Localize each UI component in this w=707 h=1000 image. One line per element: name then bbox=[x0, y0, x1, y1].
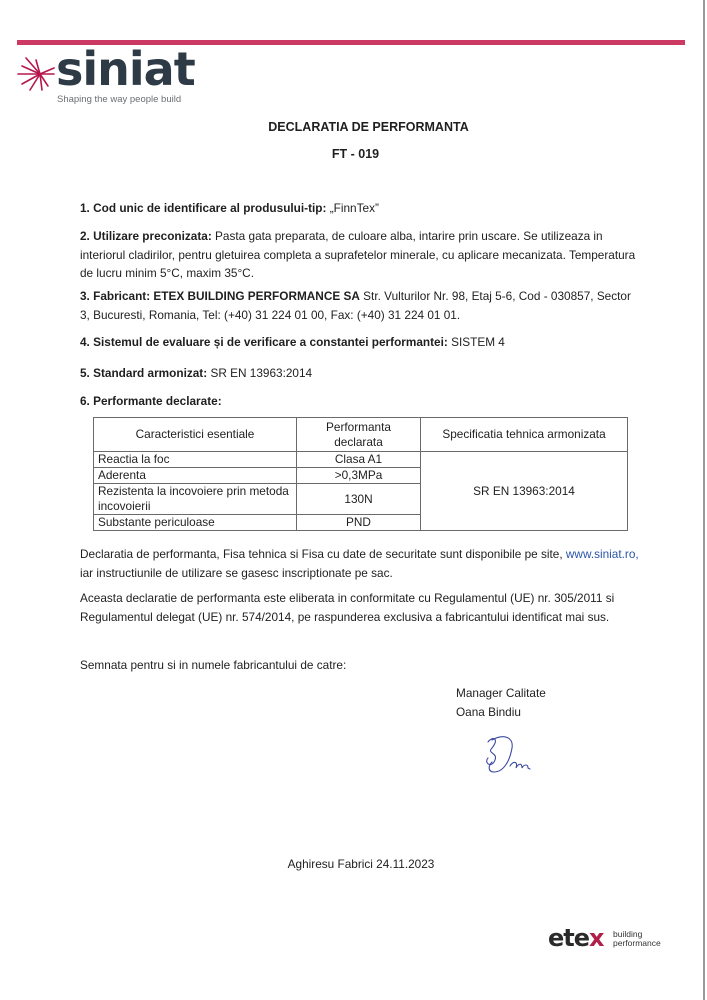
etex-wordmark-main: ete bbox=[548, 924, 590, 952]
characteristic-cell: Aderenta bbox=[94, 468, 297, 484]
signed-for-note: Semnata pentru si in numele fabricantului de catre: bbox=[80, 658, 347, 672]
section-label: 4. Sistemul de evaluare și de verificare a constantei performantei: bbox=[80, 335, 448, 349]
performance-cell: 130N bbox=[297, 484, 421, 515]
signatory-role: Manager Calitate bbox=[456, 686, 546, 700]
section-intended-use bbox=[80, 227, 640, 283]
signatory-name: Oana Bindiu bbox=[456, 704, 521, 719]
brand-name: siniat bbox=[56, 42, 195, 96]
availability-note bbox=[80, 545, 640, 582]
starburst-icon bbox=[14, 54, 56, 92]
section-value: SR EN 13963:2014 bbox=[207, 366, 313, 380]
etex-wordmark-x: x bbox=[589, 924, 604, 952]
section-value: Pasta gata preparata, de culoare alba, intarire prin uscare. Se utilizeaza in interiorul cladirilor, pentru gletuirea completa a suprafetelor minerale, cu aplicare mecanizata. Temperatura de lucru minim 5°C, maxim 35°C. bbox=[80, 229, 636, 280]
handwritten-signature bbox=[478, 732, 548, 782]
section-value: Str. Vulturilor Nr. 98, Etaj 5-6, Cod - 030857, Sector 3, Bucuresti, Romania, Tel: (+40) 31 224 01 00, Fax: (+40) 31 224 01 01. bbox=[80, 289, 631, 322]
signatory-block bbox=[456, 684, 546, 721]
characteristic-cell: Rezistenta la incovoiere prin metoda incovoierii bbox=[94, 484, 297, 515]
note-text: iar instructiunile de utilizare se gasesc inscriptionate pe sac. bbox=[80, 565, 393, 580]
place-and-date: Aghiresu Fabrici 24.11.2023 bbox=[287, 857, 435, 871]
note-text: Declaratia de performanta, Fisa tehnica si Fisa cu date de securitate sunt disponibile pe site, bbox=[80, 547, 566, 561]
table-row bbox=[94, 452, 628, 468]
section-assessment-system bbox=[80, 333, 640, 352]
characteristic-cell: Substante periculoase bbox=[94, 515, 297, 531]
document-code: FT - 019 bbox=[331, 147, 380, 161]
etex-wordmark bbox=[548, 924, 604, 952]
etex-subtitle bbox=[613, 930, 661, 948]
etex-logo bbox=[548, 924, 688, 958]
section-label: 3. Fabricant: ETEX BUILDING PERFORMANCE SA bbox=[80, 289, 360, 303]
section-manufacturer bbox=[80, 287, 640, 324]
section-label: 2. Utilizare preconizata: bbox=[80, 229, 212, 243]
section-label: 6. Performante declarate: bbox=[80, 394, 222, 408]
section-label: 5. Standard armonizat: bbox=[80, 366, 208, 380]
performance-table bbox=[93, 417, 628, 531]
performance-cell: Clasa A1 bbox=[297, 452, 421, 468]
column-header: Caracteristici esentiale bbox=[94, 418, 297, 452]
siniat-logo bbox=[14, 42, 214, 107]
performance-cell: >0,3MPa bbox=[297, 468, 421, 484]
section-label: 1. Cod unic de identificare al produsului-tip: bbox=[80, 201, 327, 215]
characteristic-cell: Reactia la foc bbox=[94, 452, 297, 468]
regulation-note: Aceasta declaratie de performanta este eliberata in conformitate cu Regulamentul (UE) nr. 305/2011 si Regulamentul delegat (UE) nr. 574/2014, pe raspunderea exclusiva a fabricantului identificat mai sus. bbox=[80, 591, 615, 624]
performance-cell: PND bbox=[297, 515, 421, 531]
document-title: DECLARATIA DE PERFORMANTA bbox=[268, 120, 469, 134]
spec-cell: SR EN 13963:2014 bbox=[421, 452, 628, 531]
etex-subtitle-line: building bbox=[613, 929, 643, 939]
section-value: SISTEM 4 bbox=[447, 335, 505, 349]
section-product-code bbox=[80, 199, 640, 218]
website-link[interactable]: www.siniat.ro, bbox=[565, 547, 639, 561]
section-value: „FinnTex” bbox=[326, 201, 379, 215]
table-header-row bbox=[94, 418, 628, 452]
section-harmonized-standard bbox=[80, 364, 640, 383]
column-header: Performanta declarata bbox=[297, 418, 421, 452]
etex-subtitle-line: performance bbox=[613, 938, 661, 948]
section-declared-performance bbox=[80, 392, 640, 411]
brand-tagline: Shaping the way people build bbox=[57, 94, 182, 105]
column-header: Specificatia tehnica armonizata bbox=[421, 418, 628, 452]
